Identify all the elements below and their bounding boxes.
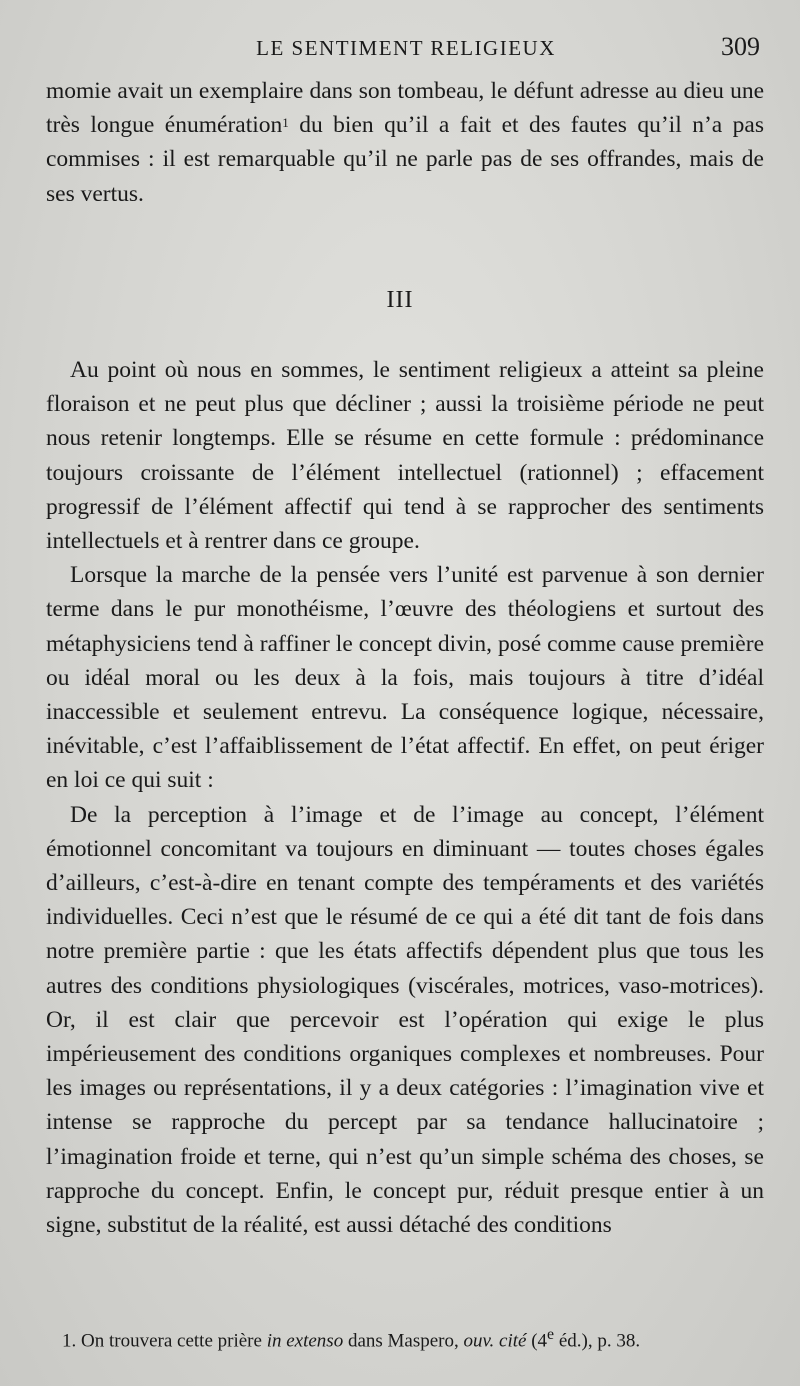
running-title: LE SENTIMENT RELIGIEUX xyxy=(256,36,556,60)
footnote-number: 1. xyxy=(62,1330,77,1352)
footnote-text-d: éd.), p. 38. xyxy=(554,1330,641,1352)
footnote-text-a: On trouvera cette prière xyxy=(76,1330,267,1352)
footnote-text-c: (4 xyxy=(526,1330,548,1352)
paragraph-1: Au point où nous en sommes, le sentiment religieux a atteint sa pleine floraison et ne peut plus que décliner ; aussi la troisième période ne peut nous retenir longtemps. Elle se résume en cette formule : prédominance toujours croissante de l’élément intellectuel (rationnel) ; effacement progressif de l’élément affectif qui tend à se rapprocher des sentiments intellectuels et à rentrer dans ce groupe. xyxy=(46,357,764,555)
section-body xyxy=(46,353,764,1242)
lead-text-before-note: momie avait un exemplaire dans son tombeau, le défunt adresse au dieu une très longue énumération xyxy=(46,78,764,139)
lead-paragraph xyxy=(46,74,764,211)
running-head xyxy=(48,32,764,64)
footnote-reference: 1 xyxy=(282,115,289,131)
section-heading: III xyxy=(386,287,414,313)
footnote-superscript: e xyxy=(547,1326,555,1343)
footnote-text-b: dans Maspero, xyxy=(343,1330,464,1352)
paragraph-3: De la perception à l’image et de l’image au concept, l’élément émotionnel concomitant va toujours en diminuant — toutes choses égales d’ailleurs, c’est-à-dire en tenant compte des tempéraments et des variétés individuelles. Ceci n’est que le résumé de ce qui a été dit tant de fois dans notre première partie : que les états affectifs dépendent plus que tous les autres des conditions physiologiques (viscérales, motrices, vaso-motrices). Or, il est clair que percevoir est l’opération qui exige le plus impérieusement des conditions organiques complexes et nombreuses. Pour les images ou représentations, il y a deux catégories : l’imagination vive et intense se rapproche du percept par sa tendance hallucinatoire ; l’imagination froide et terne, qui n’est qu’un simple schéma des choses, se rapproche du concept. Enfin, le concept pur, réduit presque entier à un signe, substitut de la réalité, est aussi détaché des conditions xyxy=(46,801,764,1239)
lead-paragraph-text xyxy=(46,74,764,211)
lead-text-after-note: du bien qu’il a fait et des fautes qu’il n’a pas commises : il est remarquable qu’il ne parle pas de ses offrandes, mais de ses vertus. xyxy=(46,112,764,207)
footnote xyxy=(62,1322,762,1354)
footnote-emphasis-b: ouv. cité xyxy=(463,1330,527,1352)
footnote-emphasis-a: in extenso xyxy=(266,1330,344,1352)
page-number: 309 xyxy=(721,32,760,61)
paragraph-2: Lorsque la marche de la pensée vers l’unité est parvenue à son dernier terme dans le pur monothéisme, l’œuvre des théologiens et surtout des métaphysiciens tend à raffiner le concept divin, posé comme cause première ou idéal moral ou les deux à la fois, mais toujours à titre d’idéal inaccessible et seulement entrevu. La conséquence logique, nécessaire, inévitable, c’est l’affaiblissement de l’état affectif. En effet, on peut ériger en loi ce qui suit : xyxy=(46,562,764,794)
